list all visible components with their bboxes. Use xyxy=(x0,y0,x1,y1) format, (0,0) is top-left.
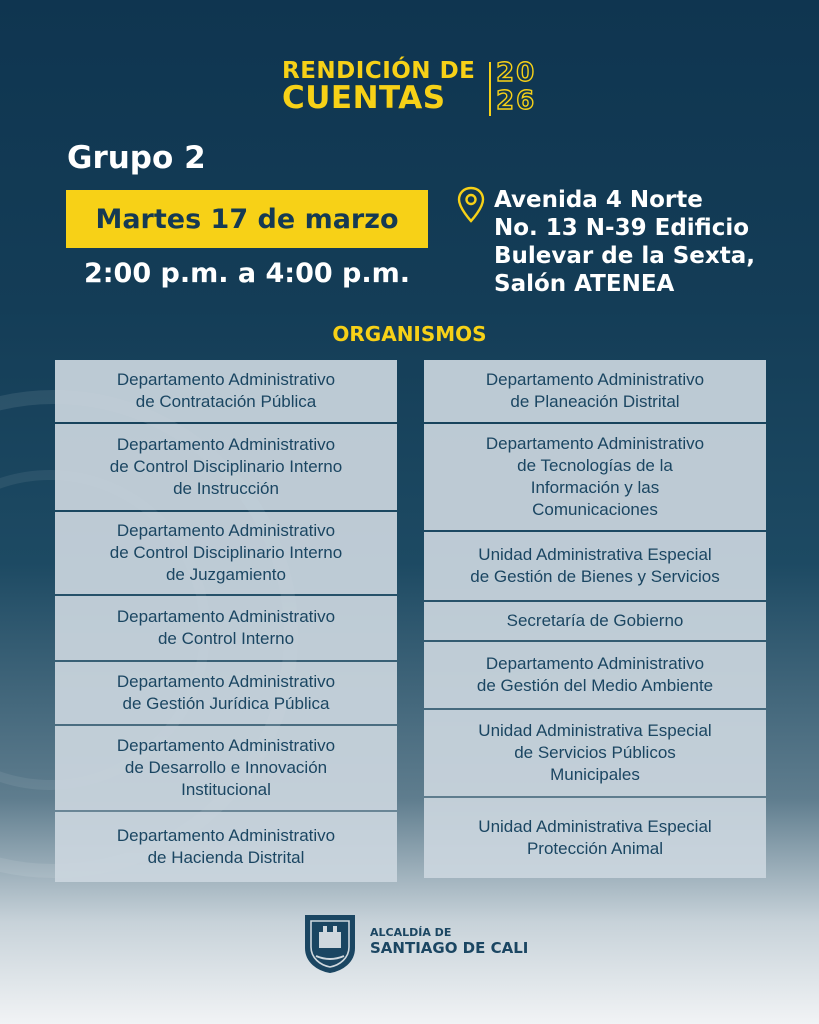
organism-cell: Unidad Administrativa Especial de Servicios Públicos Municipales xyxy=(424,710,766,796)
logo-year-bottom: 26 xyxy=(496,86,537,116)
organism-cell: Departamento Administrativo de Desarrollo e Innovación Institucional xyxy=(55,726,397,810)
address-line: Avenida 4 Norte xyxy=(494,187,703,213)
location-pin-icon xyxy=(456,186,486,224)
organism-cell: Departamento Administrativo de Control Interno xyxy=(55,596,397,660)
logo-year-top: 20 xyxy=(496,58,537,88)
organism-cell: Departamento Administrativo de Control Disciplinario Interno de Juzgamiento xyxy=(55,512,397,594)
footer-line-1: ALCALDÍA DE xyxy=(370,926,452,939)
organism-cell: Secretaría de Gobierno xyxy=(424,602,766,640)
organism-cell: Unidad Administrativa Especial de Gestión de Bienes y Servicios xyxy=(424,532,766,600)
address-line: No. 13 N-39 Edificio xyxy=(494,215,750,241)
organism-cell: Departamento Administrativo de Control Disciplinario Interno de Instrucción xyxy=(55,424,397,510)
city-crest-icon xyxy=(302,910,358,974)
date-box: Martes 17 de marzo xyxy=(66,190,428,248)
organism-cell: Departamento Administrativo de Hacienda Distrital xyxy=(55,812,397,882)
organisms-right-column xyxy=(424,360,766,880)
logo-divider xyxy=(489,62,491,116)
organism-cell: Departamento Administrativo de Gestión Jurídica Pública xyxy=(55,662,397,724)
footer-line-2: SANTIAGO DE CALI xyxy=(370,939,529,957)
organism-cell: Departamento Administrativo de Tecnologías de la Información y las Comunicaciones xyxy=(424,424,766,530)
footer-brand xyxy=(370,926,528,957)
address xyxy=(494,186,804,298)
logo-line-1: RENDICIÓN DE xyxy=(282,58,476,84)
address-line: Salón ATENEA xyxy=(494,271,675,297)
organism-cell: Unidad Administrativa Especial Protección Animal xyxy=(424,798,766,878)
group-title: Grupo 2 xyxy=(67,140,206,176)
organisms-title: ORGANISMOS xyxy=(332,322,487,346)
time-range: 2:00 p.m. a 4:00 p.m. xyxy=(83,258,411,289)
organisms-left-column xyxy=(55,360,397,884)
event-logo xyxy=(282,58,542,120)
organism-cell: Departamento Administrativo de Planeación Distrital xyxy=(424,360,766,422)
organism-cell: Departamento Administrativo de Gestión del Medio Ambiente xyxy=(424,642,766,708)
organism-cell: Departamento Administrativo de Contratación Pública xyxy=(55,360,397,422)
logo-line-2: CUENTAS xyxy=(282,80,446,116)
address-line: Bulevar de la Sexta, xyxy=(494,243,755,269)
